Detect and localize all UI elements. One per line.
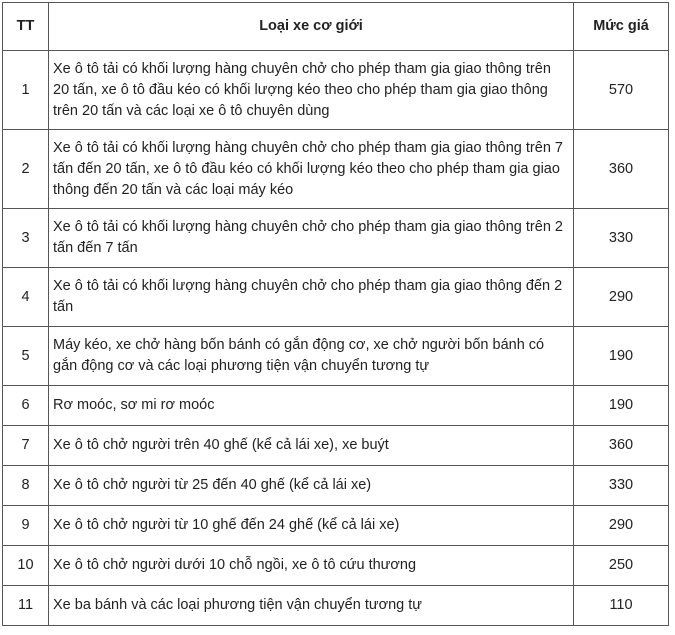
- price-value: 250: [574, 546, 669, 586]
- row-number: 4: [3, 268, 49, 327]
- vehicle-type: Xe ô tô chở người dưới 10 chỗ ngồi, xe ô tô cứu thương: [49, 546, 574, 586]
- price-value: 570: [574, 51, 669, 130]
- header-vehicle-type: Loại xe cơ giới: [49, 3, 574, 51]
- price-value: 290: [574, 268, 669, 327]
- row-number: 3: [3, 209, 49, 268]
- table-row: [3, 466, 669, 506]
- row-number: 11: [3, 586, 49, 626]
- price-value: 190: [574, 327, 669, 386]
- table-row: [3, 546, 669, 586]
- row-number: 8: [3, 466, 49, 506]
- price-value: 360: [574, 130, 669, 209]
- table-row: [3, 386, 669, 426]
- vehicle-type: Xe ô tô chở người từ 10 ghế đến 24 ghế (kể cả lái xe): [49, 506, 574, 546]
- table-row: [3, 426, 669, 466]
- table-row: [3, 268, 669, 327]
- price-value: 330: [574, 466, 669, 506]
- price-value: 360: [574, 426, 669, 466]
- row-number: 5: [3, 327, 49, 386]
- price-value: 110: [574, 586, 669, 626]
- price-table: [2, 2, 669, 626]
- vehicle-type: Xe ô tô chở người trên 40 ghế (kể cả lái xe), xe buýt: [49, 426, 574, 466]
- vehicle-type: Xe ô tô tải có khối lượng hàng chuyên chở cho phép tham gia giao thông trên 2 tấn đến 7 tấn: [49, 209, 574, 268]
- row-number: 2: [3, 130, 49, 209]
- vehicle-type: Xe ô tô chở người từ 25 đến 40 ghế (kể cả lái xe): [49, 466, 574, 506]
- price-value: 190: [574, 386, 669, 426]
- row-number: 10: [3, 546, 49, 586]
- row-number: 1: [3, 51, 49, 130]
- row-number: 9: [3, 506, 49, 546]
- vehicle-type: Xe ô tô tải có khối lượng hàng chuyên chở cho phép tham gia giao thông đến 2 tấn: [49, 268, 574, 327]
- header-row: [3, 3, 669, 51]
- price-value: 330: [574, 209, 669, 268]
- table-body: [3, 51, 669, 626]
- header-price: Mức giá: [574, 3, 669, 51]
- vehicle-type: Máy kéo, xe chở hàng bốn bánh có gắn động cơ, xe chở người bốn bánh có gắn động cơ và các loại phương tiện vận chuyển tương tự: [49, 327, 574, 386]
- row-number: 7: [3, 426, 49, 466]
- vehicle-type: Xe ba bánh và các loại phương tiện vận chuyển tương tự: [49, 586, 574, 626]
- table-header: [3, 3, 669, 51]
- row-number: 6: [3, 386, 49, 426]
- table-row: [3, 130, 669, 209]
- table-row: [3, 51, 669, 130]
- table-row: [3, 506, 669, 546]
- table-row: [3, 209, 669, 268]
- table-row: [3, 586, 669, 626]
- vehicle-type: Xe ô tô tải có khối lượng hàng chuyên chở cho phép tham gia giao thông trên 20 tấn, xe ô tô đầu kéo có khối lượng kéo theo cho phép tham gia giao thông trên 20 tấn và các loại xe ô tô chuyên dùng: [49, 51, 574, 130]
- table-row: [3, 327, 669, 386]
- vehicle-type: Rơ moóc, sơ mi rơ moóc: [49, 386, 574, 426]
- price-value: 290: [574, 506, 669, 546]
- vehicle-type: Xe ô tô tải có khối lượng hàng chuyên chở cho phép tham gia giao thông trên 7 tấn đến 20 tấn, xe ô tô đầu kéo có khối lượng kéo theo cho phép tham gia giao thông đến 20 tấn và các loại máy kéo: [49, 130, 574, 209]
- header-tt: TT: [3, 3, 49, 51]
